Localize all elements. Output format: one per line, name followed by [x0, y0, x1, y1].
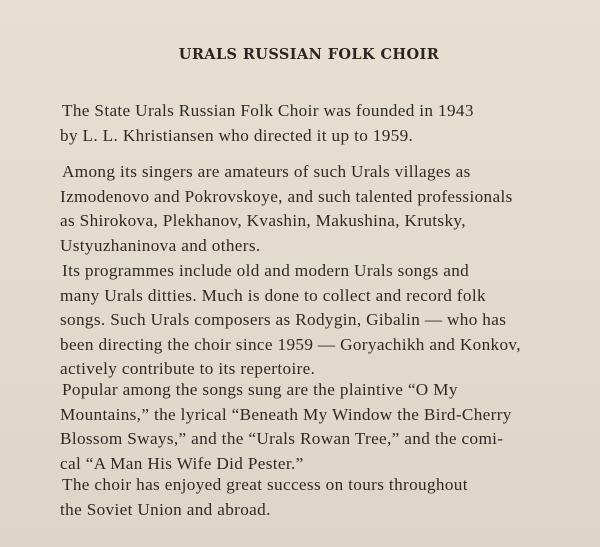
paragraph-line: songs. Such Urals composers as Rodygin, Gibalin — who has — [60, 310, 507, 329]
paragraph-line: Among its singers are amateurs of such Urals villages as — [62, 162, 471, 181]
paragraph-line: many Urals ditties. Much is done to collect and record folk — [60, 285, 486, 305]
paragraph-success — [62, 473, 594, 522]
paragraph-popular-songs — [62, 378, 594, 476]
paragraph-line: Izmodenovo and Pokrovskoye, and such talented professionals — [60, 186, 513, 206]
page-title: URALS RUSSIAN FOLK CHOIR — [178, 46, 440, 63]
paragraph-line: Popular among the songs sung are the plaintive “O My — [62, 380, 458, 399]
paragraph-line: The choir has enjoyed great success on tours throughout — [62, 475, 468, 494]
paragraph-line: cal “A Man His Wife Did Pester.” — [60, 453, 304, 473]
paragraph-line: Ustyuzhaninova and others. — [60, 235, 261, 255]
paragraph-founding — [62, 99, 594, 148]
paragraph-line: as Shirokova, Plekhanov, Kvashin, Makushina, Krutsky, — [60, 211, 466, 230]
paragraph-programmes — [62, 259, 594, 382]
paragraph-line: The State Urals Russian Folk Choir was founded in 1943 — [62, 101, 474, 120]
paragraph-line: Its programmes include old and modern Urals songs and — [62, 261, 470, 280]
paragraph-line: by L. L. Khristiansen who directed it up to 1959. — [60, 125, 414, 145]
paragraph-line: been directing the choir since 1959 — Goryachikh and Konkov, — [60, 334, 521, 354]
paragraph-line: the Soviet Union and abroad. — [60, 499, 271, 519]
paragraph-line: actively contribute to its repertoire. — [60, 359, 316, 378]
paragraph-singers — [62, 160, 594, 258]
paragraph-line: Blossom Sways,” and the “Urals Rowan Tree,” and the comi- — [60, 429, 504, 448]
paragraph-line: Mountains,” the lyrical “Beneath My Window the Bird-Cherry — [60, 404, 512, 424]
